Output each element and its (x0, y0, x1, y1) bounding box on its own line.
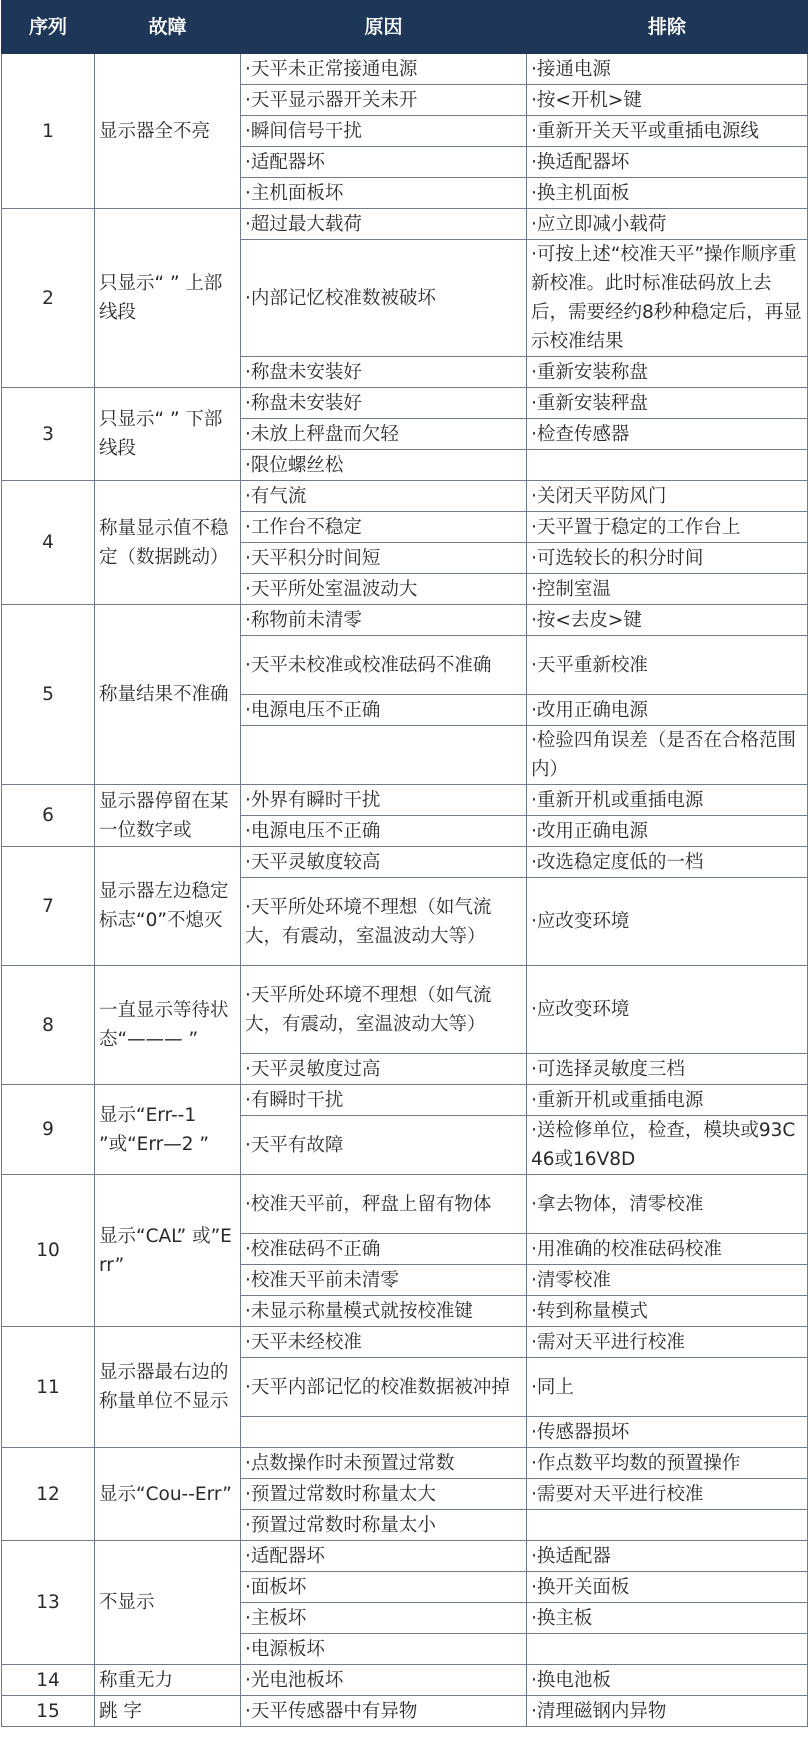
fix-cell: ·改选稳定度低的一档 (527, 847, 808, 878)
cause-cell: ·电源电压不正确 (241, 816, 527, 847)
fix-cell: ·重新开机或重插电源 (527, 785, 808, 816)
fault-cell: 称量结果不准确 (95, 605, 241, 785)
cause-cell: ·适配器坏 (241, 1541, 527, 1572)
cause-cell: ·天平所处环境不理想（如气流大，有震动，室温波动大等） (241, 878, 527, 966)
fix-cell: ·可按上述“校准天平”操作顺序重新校准。此时标准砝码放上去后，需要经约8秒种稳定后，再显示校准结果 (527, 240, 808, 357)
fix-cell: ·用准确的校准砝码校准 (527, 1234, 808, 1265)
fix-cell: ·转到称量模式 (527, 1296, 808, 1327)
fix-cell: ·换开关面板 (527, 1572, 808, 1603)
cause-cell: ·瞬间信号干扰 (241, 116, 527, 147)
cause-cell: ·称物前未清零 (241, 605, 527, 636)
table-row (2, 209, 808, 240)
fix-cell: ·检查传感器 (527, 419, 808, 450)
fault-cell: 称重无力 (95, 1665, 241, 1696)
table-row (2, 54, 808, 85)
seq-cell: 11 (2, 1327, 95, 1448)
fix-cell: ·检验四角误差（是否在合格范围内） (527, 726, 808, 785)
header-seq: 序列 (2, 1, 95, 54)
fix-cell: ·接通电源 (527, 54, 808, 85)
fix-cell: ·送检修单位，检查，模块或93C46或16V8D (527, 1116, 808, 1175)
table-row (2, 1175, 808, 1234)
header-row (2, 1, 808, 54)
fault-cell: 只显示“ ” 下部线段 (95, 388, 241, 481)
cause-cell: ·天平显示器开关未开 (241, 85, 527, 116)
fault-cell: 显示“Cou--Err” (95, 1448, 241, 1541)
fault-cell: 显示器左边稳定标志“0”不熄灭 (95, 847, 241, 966)
fix-cell: ·重新安装称盘 (527, 357, 808, 388)
seq-cell: 9 (2, 1085, 95, 1175)
cause-cell (241, 1417, 527, 1448)
seq-cell: 10 (2, 1175, 95, 1327)
fix-cell: ·传感器损坏 (527, 1417, 808, 1448)
seq-cell: 7 (2, 847, 95, 966)
cause-cell (241, 726, 527, 785)
table-row (2, 1541, 808, 1572)
fix-cell: ·换电池板 (527, 1665, 808, 1696)
table-row (2, 785, 808, 816)
fix-cell: ·需对天平进行校准 (527, 1327, 808, 1358)
cause-cell: ·外界有瞬时干扰 (241, 785, 527, 816)
cause-cell: ·天平未校准或校准砝码不准确 (241, 636, 527, 695)
cause-cell: ·天平灵敏度较高 (241, 847, 527, 878)
fix-cell: ·应立即减小载荷 (527, 209, 808, 240)
header-fault: 故障 (95, 1, 241, 54)
fix-cell: ·换适配器坏 (527, 147, 808, 178)
table-row (2, 481, 808, 512)
cause-cell: ·校准砝码不正确 (241, 1234, 527, 1265)
seq-cell: 15 (2, 1696, 95, 1727)
cause-cell: ·天平积分时间短 (241, 543, 527, 574)
fix-cell: ·应改变环境 (527, 966, 808, 1054)
cause-cell: ·校准天平前，秤盘上留有物体 (241, 1175, 527, 1234)
fix-cell: ·按<去皮>键 (527, 605, 808, 636)
fix-cell: ·需要对天平进行校准 (527, 1479, 808, 1510)
seq-cell: 8 (2, 966, 95, 1085)
cause-cell: ·有气流 (241, 481, 527, 512)
cause-cell: ·预置过常数时称量太大 (241, 1479, 527, 1510)
fix-cell: ·换主机面板 (527, 178, 808, 209)
fix-cell (527, 1510, 808, 1541)
fix-cell: ·控制室温 (527, 574, 808, 605)
fix-cell: ·重新开关天平或重插电源线 (527, 116, 808, 147)
table-row (2, 388, 808, 419)
seq-cell: 2 (2, 209, 95, 388)
table-row (2, 1085, 808, 1116)
fault-cell: 只显示“ ” 上部线段 (95, 209, 241, 388)
header-fix: 排除 (527, 1, 808, 54)
table-row (2, 1665, 808, 1696)
fix-cell: ·按<开机>键 (527, 85, 808, 116)
seq-cell: 4 (2, 481, 95, 605)
fault-cell: 显示器全不亮 (95, 54, 241, 209)
cause-cell: ·工作台不稳定 (241, 512, 527, 543)
cause-cell: ·校准天平前未清零 (241, 1265, 527, 1296)
table-row (2, 1327, 808, 1358)
fix-cell: ·天平重新校准 (527, 636, 808, 695)
cause-cell: ·超过最大载荷 (241, 209, 527, 240)
seq-cell: 12 (2, 1448, 95, 1541)
cause-cell: ·称盘未安装好 (241, 357, 527, 388)
seq-cell: 13 (2, 1541, 95, 1665)
fix-cell: ·改用正确电源 (527, 816, 808, 847)
fix-cell (527, 450, 808, 481)
cause-cell: ·点数操作时未预置过常数 (241, 1448, 527, 1479)
fix-cell: ·关闭天平防风门 (527, 481, 808, 512)
cause-cell: ·未显示称量模式就按校准键 (241, 1296, 527, 1327)
fix-cell: ·清理磁钢内异物 (527, 1696, 808, 1727)
header-cause: 原因 (241, 1, 527, 54)
fix-cell: ·可选择灵敏度三档 (527, 1054, 808, 1085)
fix-cell: ·同上 (527, 1358, 808, 1417)
seq-cell: 1 (2, 54, 95, 209)
fix-cell: ·换主板 (527, 1603, 808, 1634)
fix-cell: ·重新开机或重插电源 (527, 1085, 808, 1116)
cause-cell: ·主板坏 (241, 1603, 527, 1634)
cause-cell: ·天平所处环境不理想（如气流大，有震动，室温波动大等） (241, 966, 527, 1054)
cause-cell: ·天平未经校准 (241, 1327, 527, 1358)
cause-cell: ·天平内部记忆的校准数据被冲掉 (241, 1358, 527, 1417)
fix-cell: ·改用正确电源 (527, 695, 808, 726)
fix-cell: ·拿去物体，清零校准 (527, 1175, 808, 1234)
cause-cell: ·限位螺丝松 (241, 450, 527, 481)
fix-cell: ·重新安装秤盘 (527, 388, 808, 419)
fix-cell: ·换适配器 (527, 1541, 808, 1572)
fix-cell: ·可选较长的积分时间 (527, 543, 808, 574)
seq-cell: 5 (2, 605, 95, 785)
cause-cell: ·天平传感器中有异物 (241, 1696, 527, 1727)
cause-cell: ·电源电压不正确 (241, 695, 527, 726)
table-row (2, 966, 808, 1054)
fix-cell: ·天平置于稳定的工作台上 (527, 512, 808, 543)
cause-cell: ·有瞬时干扰 (241, 1085, 527, 1116)
cause-cell: ·天平未正常接通电源 (241, 54, 527, 85)
cause-cell: ·天平有故障 (241, 1116, 527, 1175)
fix-cell: ·作点数平均数的预置操作 (527, 1448, 808, 1479)
cause-cell: ·适配器坏 (241, 147, 527, 178)
fault-cell: 不显示 (95, 1541, 241, 1665)
cause-cell: ·主机面板坏 (241, 178, 527, 209)
cause-cell: ·光电池板坏 (241, 1665, 527, 1696)
fault-cell: 显示“CAL” 或”Err” (95, 1175, 241, 1327)
fault-cell: 显示“Err--1 ”或“Err—2 ” (95, 1085, 241, 1175)
fault-cell: 显示器停留在某一位数字或 (95, 785, 241, 847)
cause-cell: ·电源板坏 (241, 1634, 527, 1665)
table-row (2, 1696, 808, 1727)
cause-cell: ·天平所处室温波动大 (241, 574, 527, 605)
fault-cell: 跳 字 (95, 1696, 241, 1727)
table-row (2, 1448, 808, 1479)
cause-cell: ·称盘未安装好 (241, 388, 527, 419)
fault-cell: 显示器最右边的称量单位不显示 (95, 1327, 241, 1448)
fault-cell: 一直显示等待状态“——— ” (95, 966, 241, 1085)
table-row (2, 847, 808, 878)
fix-cell: ·清零校准 (527, 1265, 808, 1296)
seq-cell: 14 (2, 1665, 95, 1696)
cause-cell: ·天平灵敏度过高 (241, 1054, 527, 1085)
fault-troubleshooting-table (1, 0, 808, 1727)
table-row (2, 605, 808, 636)
cause-cell: ·未放上秤盘而欠轻 (241, 419, 527, 450)
fix-cell: ·应改变环境 (527, 878, 808, 966)
fault-cell: 称量显示值不稳定（数据跳动） (95, 481, 241, 605)
cause-cell: ·预置过常数时称量太小 (241, 1510, 527, 1541)
seq-cell: 3 (2, 388, 95, 481)
fix-cell (527, 1634, 808, 1665)
cause-cell: ·内部记忆校准数被破坏 (241, 240, 527, 357)
cause-cell: ·面板坏 (241, 1572, 527, 1603)
seq-cell: 6 (2, 785, 95, 847)
